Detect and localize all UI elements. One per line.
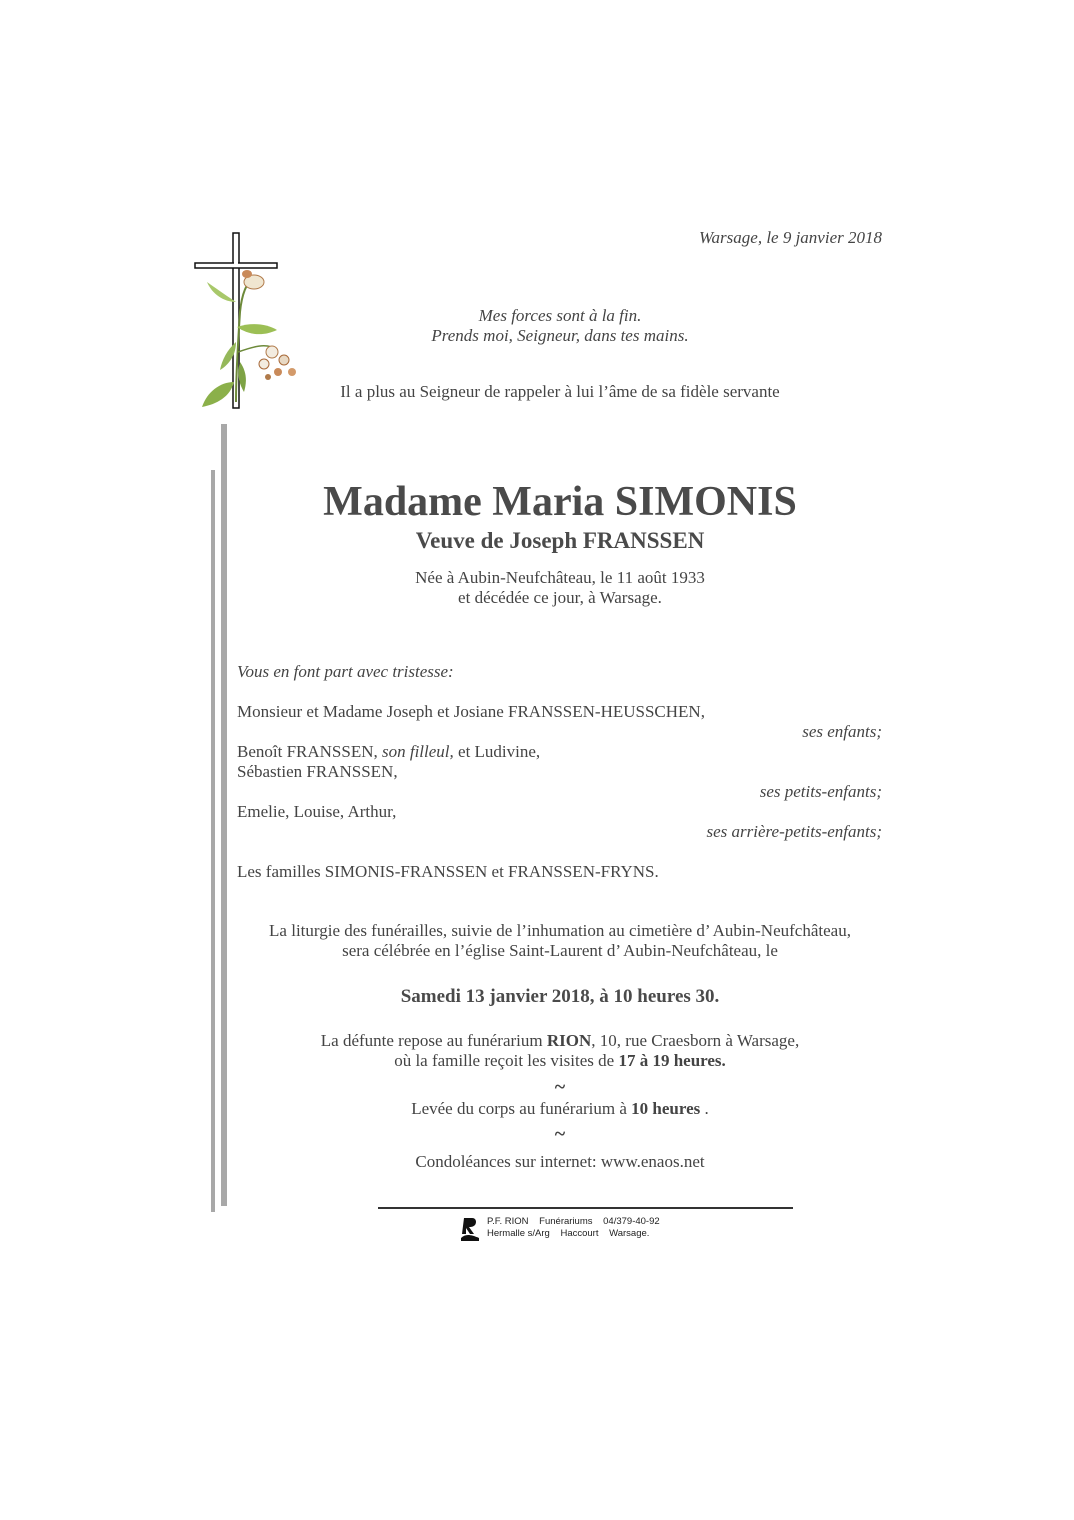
levee-info xyxy=(240,1099,880,1119)
great-grandchildren-label: ses arrière-petits-enfants; xyxy=(706,822,882,841)
intro-text: Il a plus au Seigneur de rappeler à lui l’âme de sa fidèle servante xyxy=(340,382,780,401)
quote-line-1: Mes forces sont à la fin. xyxy=(478,306,642,325)
footer-location-3: Warsage. xyxy=(609,1228,650,1239)
families-line: Les familles SIMONIS-FRANSSEN et FRANSSEN-FRYNS. xyxy=(237,862,659,881)
footer-type: Funérariums xyxy=(539,1216,593,1227)
funeral-home-logo-icon xyxy=(460,1216,480,1242)
grandchild-partner: et Ludivine, xyxy=(458,742,541,761)
grandchild-line-2: Sébastien FRANSSEN, xyxy=(237,762,398,781)
levee-time: 10 heures xyxy=(631,1099,701,1118)
liturgy-info xyxy=(220,921,900,961)
liturgy-line-2: sera célébrée en l’église Saint-Laurent d’ Aubin-Neufchâteau, le xyxy=(342,941,778,960)
repose-line-1 xyxy=(240,1031,880,1051)
children-label: ses enfants; xyxy=(802,722,882,741)
separator-tilde-2: ~ xyxy=(554,1123,566,1145)
levee-end: . xyxy=(700,1099,709,1118)
repose-info xyxy=(240,1031,880,1071)
funeral-home-name: RION xyxy=(546,1031,592,1050)
death-line: et décédée ce jour, à Warsage. xyxy=(458,588,662,607)
footer-location-2: Haccourt xyxy=(560,1228,599,1239)
footer-divider xyxy=(378,1207,793,1209)
visits-text: où la famille reçoit les visites de xyxy=(394,1051,615,1070)
children-names: Monsieur et Madame Joseph et Josiane FRANSSEN-HEUSSCHEN, xyxy=(237,702,705,721)
levee-text: Levée du corps au funérarium à xyxy=(411,1099,627,1118)
grandchild-role: son filleul, xyxy=(382,742,454,761)
footer-location-1: Hermalle s/Arg xyxy=(487,1228,550,1239)
grandchild-line-1 xyxy=(237,742,540,762)
place-date: Warsage, le 9 janvier 2018 xyxy=(698,228,882,247)
quote xyxy=(330,306,790,346)
grandchildren-label: ses petits-enfants; xyxy=(759,782,882,801)
deceased-name: Madame Maria SIMONIS xyxy=(323,479,797,525)
repose-address: , 10, rue Craesborn à Warsage, xyxy=(591,1031,800,1050)
condolences-info: Condoléances sur internet: www.enaos.net xyxy=(415,1152,705,1171)
footer-line-1 xyxy=(487,1216,668,1228)
footer-line-2 xyxy=(487,1228,668,1240)
quote-line-2: Prends moi, Seigneur, dans tes mains. xyxy=(431,326,689,345)
grandchild-name: Benoît FRANSSEN, xyxy=(237,742,378,761)
repose-text: La défunte repose au funérarium xyxy=(320,1031,543,1050)
decorative-bar-right xyxy=(221,424,227,1206)
footer-company: P.F. RION xyxy=(487,1216,529,1227)
ceremony-date: Samedi 13 janvier 2018, à 10 heures 30. xyxy=(400,986,720,1007)
footer-text xyxy=(487,1216,668,1240)
decorative-bar-left xyxy=(211,470,215,1212)
widow-of: Veuve de Joseph FRANSSEN xyxy=(415,528,705,553)
great-grandchildren-names: Emelie, Louise, Arthur, xyxy=(237,802,397,821)
birth-line: Née à Aubin-Neufchâteau, le 11 août 1933 xyxy=(415,568,705,587)
repose-line-2 xyxy=(240,1051,880,1071)
visits-hours: 17 à 19 heures. xyxy=(618,1051,726,1070)
separator-tilde-1: ~ xyxy=(554,1076,566,1098)
liturgy-line-1: La liturgie des funérailles, suivie de l’inhumation au cimetière d’ Aubin-Neufchâteau, xyxy=(269,921,851,940)
family-announcement: Vous en font part avec tristesse: xyxy=(237,662,454,681)
footer-phone: 04/379-40-92 xyxy=(603,1216,660,1227)
birth-death-info xyxy=(240,568,880,608)
